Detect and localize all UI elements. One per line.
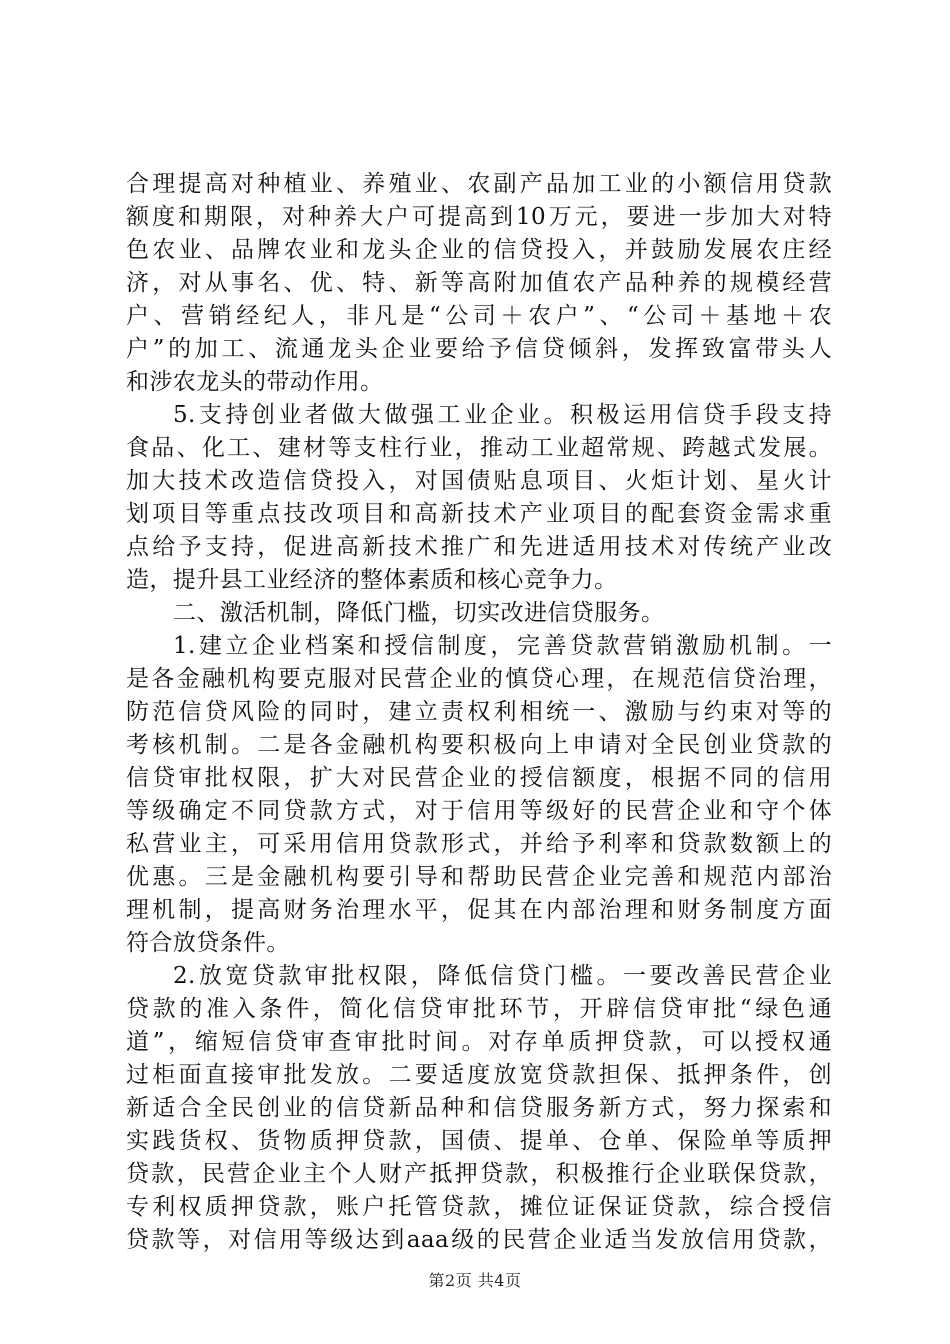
text-line: 和涉农龙头的带动作用。 — [126, 369, 384, 395]
paragraph-heading: 5.支持创业者做大做强工业企业。积极运用信贷手段支持 — [173, 402, 832, 428]
text-line: 贷款的准入条件，简化信贷审批环节，开辟信贷审批“绿色通 — [126, 996, 832, 1022]
text-line: 色农业、品牌农业和龙头企业的信贷投入，并鼓励发展农庄经 — [126, 237, 832, 263]
text-line: 道”，缩短信贷审查审批时间。对存单质押贷款，可以授权通 — [126, 1029, 832, 1055]
text-line: 实践货权、货物质押贷款，国债、提单、仓单、保险单等质押 — [126, 1128, 832, 1154]
text-line: 户、营销经纪人，非凡是“公司＋农户”、“公司＋基地＋农 — [126, 303, 832, 329]
text-line: 防范信贷风险的同时，建立责权利相统一、激励与约束对等的 — [126, 699, 832, 725]
text-line: 过柜面直接审批发放。二要适度放宽贷款担保、抵押条件，创 — [126, 1062, 832, 1088]
text-line: 食品、化工、建材等支柱行业，推动工业超常规、跨越式发展。 — [126, 435, 832, 461]
body-text — [126, 168, 832, 1257]
text-line: 优惠。三是金融机构要引导和帮助民营企业完善和规范内部治 — [126, 864, 832, 890]
text-line: 等级确定不同贷款方式，对于信用等级好的民营企业和守个体 — [126, 798, 832, 824]
text-line: 信贷审批权限，扩大对民营企业的授信额度，根据不同的信用 — [126, 765, 832, 791]
text-line: 造，提升县工业经济的整体素质和核心竞争力。 — [126, 567, 618, 593]
text-line: 私营业主，可采用信用贷款形式，并给予利率和贷款数额上的 — [126, 831, 832, 857]
text-line: 划项目等重点技改项目和高新技术产业项目的配套资金需求重 — [126, 501, 832, 527]
text-line: 新适合全民创业的信贷新品种和信贷服务新方式，努力探索和 — [126, 1095, 832, 1121]
text-line: 济，对从事名、优、特、新等高附加值农产品种养的规模经营 — [126, 270, 832, 296]
paragraph-heading: 1.建立企业档案和授信制度，完善贷款营销激励机制。一 — [173, 633, 832, 659]
text-line: 专利权质押贷款，账户托管贷款，摊位证保证贷款，综合授信 — [126, 1194, 832, 1220]
text-line: 加大技术改造信贷投入，对国债贴息项目、火炬计划、星火计 — [126, 468, 832, 494]
text-line: 符合放贷条件。 — [126, 930, 290, 956]
paragraph-heading: 2.放宽贷款审批权限，降低信贷门槛。一要改善民营企业 — [173, 963, 832, 989]
section-heading: 二、激活机制，降低门槛，切实改进信贷服务。 — [173, 600, 665, 626]
page-number: 第2页 共4页 — [428, 1271, 522, 1290]
text-line: 点给予支持，促进高新技术推广和先进适用技术对传统产业改 — [126, 534, 832, 560]
text-line: 贷款，民营企业主个人财产抵押贷款，积极推行企业联保贷款， — [126, 1161, 832, 1187]
text-line: 是各金融机构要克服对民营企业的慎贷心理，在规范信贷治理， — [126, 666, 832, 692]
text-line: 考核机制。二是各金融机构要积极向上申请对全民创业贷款的 — [126, 732, 832, 758]
text-line: 额度和期限，对种养大户可提高到10万元，要进一步加大对特 — [126, 204, 832, 230]
text-line: 贷款等，对信用等级达到aaa级的民营企业适当发放信用贷款， — [126, 1227, 832, 1253]
text-line: 合理提高对种植业、养殖业、农副产品加工业的小额信用贷款 — [126, 171, 832, 197]
text-line: 户”的加工、流通龙头企业要给予信贷倾斜，发挥致富带头人 — [126, 336, 832, 362]
text-line: 理机制，提高财务治理水平，促其在内部治理和财务制度方面 — [126, 897, 832, 923]
